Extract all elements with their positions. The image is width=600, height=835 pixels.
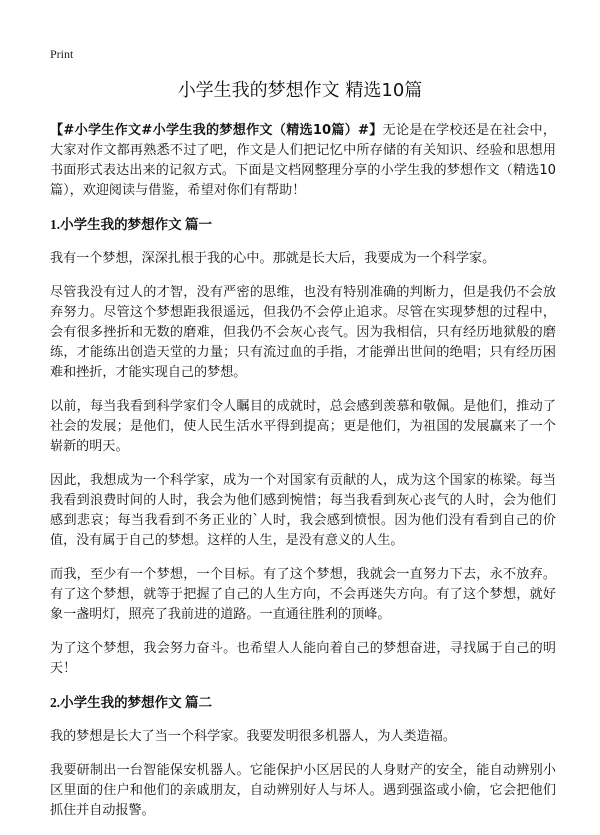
section-2 <box>50 693 556 821</box>
paragraph: 我的梦想是长大了当一个科学家。我要发明很多机器人，为人类造福。 <box>50 729 456 744</box>
paragraph: 因此，我想成为一个科学家，成为一个对国家有贡献的人，成为这个国家的栋梁。每当我看到浪费时间的人时，我会为他们感到惋惜；每当我看到灰心丧气的人时，会为他们感到悲哀；每当我看到不务正业的`人时，我会感到愤恨。因为他们没有看到自己的价值，没有属于自己的梦想。这样的人生，是没有意义的人生。 <box>50 473 556 548</box>
intro-text: 无论是在学校还是在社会中，大家对作文都再熟悉不过了吧，作文是人们把记忆中所存储的有关知识、经验和思想用书面形式表达出来的记叙方式。下面是文档网整理分享的小学生我的梦想作文（精选10篇），欢迎阅读与借鉴，希望对你们有帮助！ <box>50 123 556 198</box>
intro-paragraph <box>50 121 556 201</box>
section-1 <box>50 215 556 679</box>
document-body <box>50 121 556 835</box>
print-link[interactable]: Print <box>50 47 74 61</box>
paragraph: 我有一个梦想，深深扎根于我的心中。那就是长大后，我要成为一个科学家。 <box>50 251 496 266</box>
section-heading: 2.小学生我的梦想作文 篇二 <box>50 695 212 710</box>
intro-tag: 【#小学生作文#小学生我的梦想作文（精选10篇）#】 <box>50 123 383 138</box>
paragraph: 我要研制出一台智能保安机器人。它能保护小区居民的人身财产的安全，能自动辨别小区里面的住户和他们的亲戚朋友，自动辨别好人与坏人。遇到强盗或小偷，它会把他们抓住并自动报警。 <box>50 763 556 818</box>
document-title: 小学生我的梦想作文 精选10篇 <box>177 80 423 101</box>
section-heading: 1.小学生我的梦想作文 篇一 <box>50 217 212 232</box>
paragraph: 尽管我没有过人的才智，没有严密的思维，也没有特别准确的判断力，但是我仍不会放弃努力。尽管这个梦想距我很遥远，但我仍不会停止追求。尽管在实现梦想的过程中，会有很多挫折和无数的磨难，但我仍不会灰心丧气。因为我相信，只有经历地狱般的磨练，才能练出创造天堂的力量；只有流过血的手指，才能弹出世间的绝唱；只有经历困难和挫折，才能实现自己的梦想。 <box>50 285 556 380</box>
paragraph: 以前，每当我看到科学家们令人瞩目的成就时，总会感到羡慕和敬佩。是他们，推动了社会的发展；是他们，使人民生活水平得到提高；更是他们，为祖国的发展赢来了一个崭新的明天。 <box>50 399 556 454</box>
paragraph: 而我，至少有一个梦想，一个目标。有了这个梦想，我就会一直努力下去，永不放弃。有了这个梦想，就等于把握了自己的人生方向，不会再迷失方向。有了这个梦想，就好象一盏明灯，照亮了我前进的道路。一直通往胜利的顶峰。 <box>50 567 556 622</box>
paragraph: 为了这个梦想，我会努力奋斗。也希望人人能向着自己的梦想奋进，寻找属于自己的明天！ <box>50 641 556 676</box>
